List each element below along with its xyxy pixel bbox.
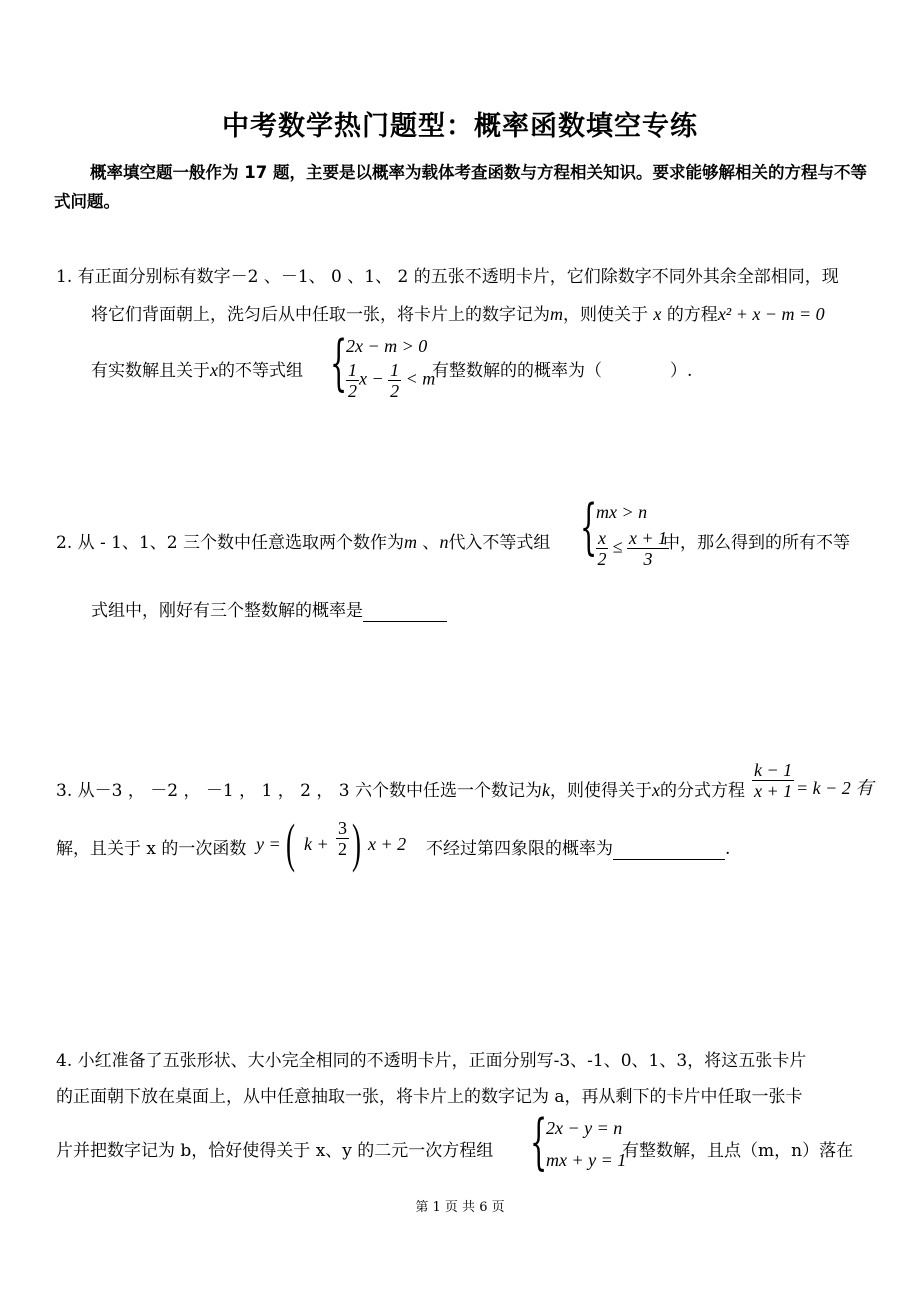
q3-fraction: $\frac{k - 1}{x + 1}$ <box>754 760 793 801</box>
q3-func-k: k + <box>304 834 329 854</box>
q3-line2-tail: 不经过第四象限的概率为 . <box>426 839 731 859</box>
q3-func-fraction: $\frac{3}{2}$ <box>338 818 347 859</box>
q4-line3-tail: 有整数解，且点（m，n）落在 <box>622 1141 854 1161</box>
q3-var-k: k <box>541 780 550 800</box>
q4-line1: 4. 小红准备了五张形状、大小完全相同的不透明卡片，正面分别写-3、-1、0、1、3，将这五张卡片 <box>56 1051 807 1071</box>
q2-answer-blank[interactable] <box>363 601 447 622</box>
q3-left-paren: ( <box>286 813 295 873</box>
q1-line3-lead <box>91 356 303 381</box>
q4-line3-lead: 片并把数字记为 b，恰好使得关于 x、y 的二元一次方程组 <box>56 1141 494 1161</box>
q4-system-brace: { <box>530 1107 548 1177</box>
q1-var-m: m <box>550 304 563 324</box>
q2-line1: 2. 从 - 1、1、2 三个数中任意选取两个数作为m 、n代入不等式组 <box>56 532 551 553</box>
q1-line3-text-b: 的不等式组 <box>218 361 303 381</box>
q4-system-row2: mx + y = 1 <box>546 1150 627 1170</box>
page-title: 中考数学热门题型：概率函数填空专练 <box>222 111 698 142</box>
q1-line2-text-a: 将它们背面朝上，洗匀后从中任取一张，将卡片上的数字记为 <box>91 305 550 325</box>
q3-line2-lead: 解，且关于 x 的一次函数 <box>56 839 247 859</box>
q1-line3-tail: 有整数解的的概率为（ ）. <box>432 361 693 381</box>
q2-var-m: m <box>404 532 418 552</box>
page-footer: 第 1 页 共 6 页 <box>415 1200 505 1215</box>
q1-line2-text-c: 的方程 <box>666 305 718 325</box>
q3-func-lhs: y = <box>256 834 281 854</box>
q3-func-tail: x + 2 <box>368 834 407 854</box>
q3-right-paren: ) <box>352 813 361 873</box>
q1-var-x: x <box>653 304 662 324</box>
q2-var-n: n <box>439 532 449 552</box>
q3-line1-tail: = k − 2 有 <box>796 778 874 798</box>
q2-system-row1: mx > n <box>596 502 648 522</box>
q1-line2-text-b: ，则使关于 <box>563 305 648 325</box>
q1-line2 <box>91 300 825 325</box>
q1-system-row1: 2x − m > 0 <box>346 336 428 356</box>
q1-var-x2: x <box>210 360 218 380</box>
q2-system-brace: { <box>580 492 598 562</box>
q3-answer-blank[interactable] <box>613 839 725 860</box>
q1-system-brace: { <box>330 328 348 398</box>
q1-equation: x² + x − m = 0 <box>717 304 825 324</box>
q4-system-row1: 2x − y = n <box>546 1118 623 1138</box>
q1-half-fraction: $\frac{1}{2}$ <box>348 360 357 401</box>
q1-line3-text-a: 有实数解且关于 <box>91 361 210 381</box>
q2-line2: 式组中，刚好有三个整数解的概率是 <box>91 596 447 622</box>
q4-line2: 的正面朝下放在桌面上，从中任意抽取一张，将卡片上的数字记为 a，再从剩下的卡片中任取一张卡 <box>56 1087 803 1107</box>
q2-line1-tail: 中，那么得到的所有不等 <box>663 533 850 553</box>
q1-line1: 1. 有正面分别标有数字－2 、－1、 0 、1、 2 的五张不透明卡片，它们除数字不同外其余全部相同，现 <box>56 267 839 287</box>
intro-paragraph: 概率填空题一般作为 17 题，主要是以概率为载体考查函数与方程相关知识。要求能够解相关的方程与不等式问题。 <box>54 163 867 211</box>
q2-system-row2: $\frac{x}{2}$ ≤ $\frac{x + 1}{3}$ <box>597 528 668 569</box>
q3-line1: 3. 从－3 ， －2 ， －1 ， 1 ， 2 ， 3 六个数中任选一个数记为k，则使得关于x的分式方程 <box>56 780 745 801</box>
q1-half-fraction-2: $\frac{1}{2}$ <box>390 360 400 401</box>
q1-system-row2: $\frac{1}{2}$ x − $\frac{1}{2}$ < m <box>348 360 436 401</box>
q3-var-x: x <box>651 780 660 800</box>
